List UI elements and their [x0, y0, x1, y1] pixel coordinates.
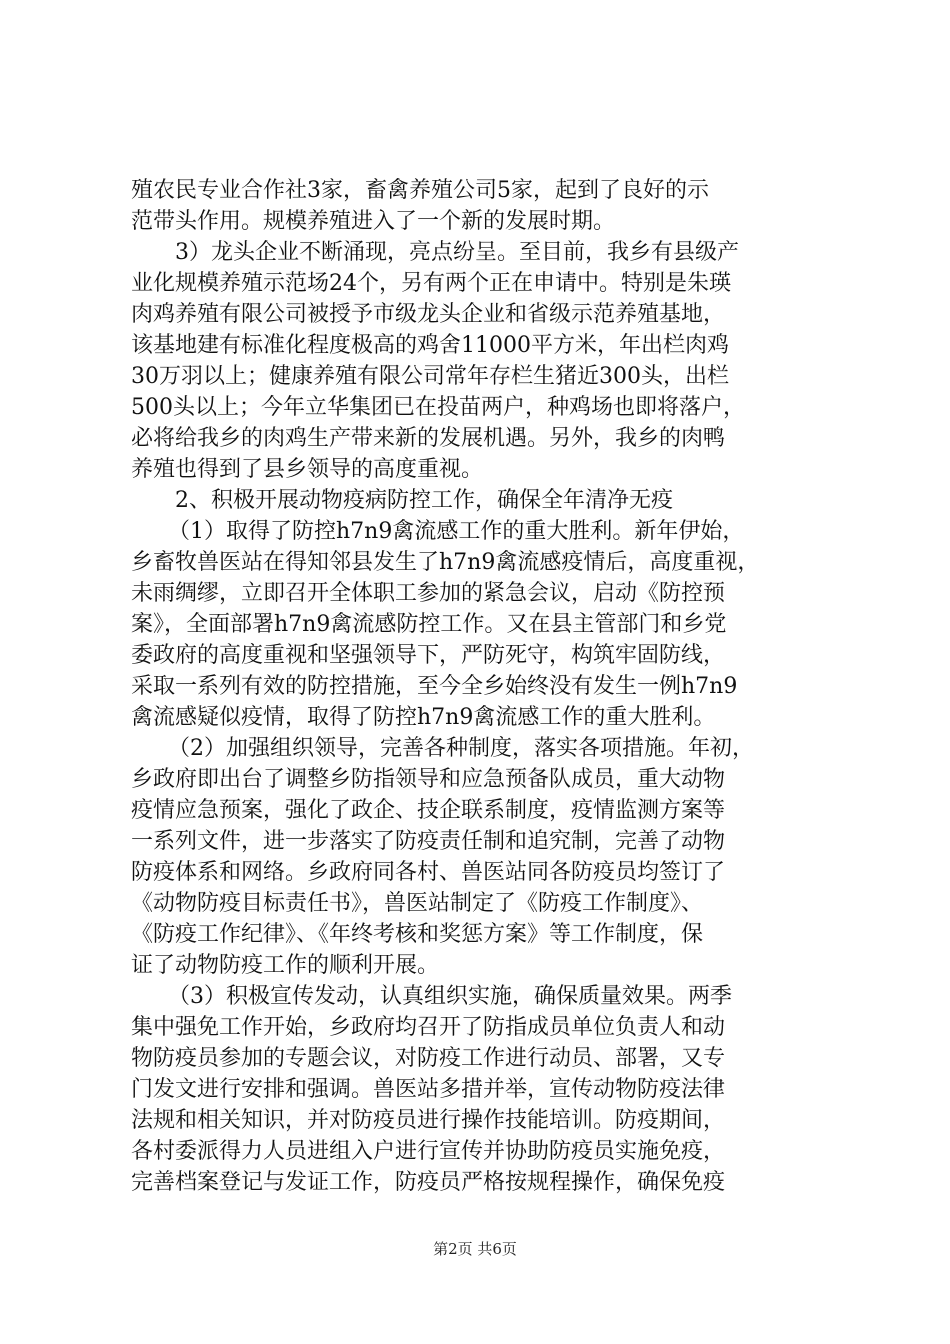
text-line: 殖农民专业合作社3家，畜禽养殖公司5家，起到了良好的示 — [131, 178, 709, 203]
text-line: 500头以上；今年立华集团已在投苗两户，种鸡场也即将落户， — [131, 395, 745, 420]
text-line: 防疫体系和网络。乡政府同各村、兽医站同各防疫员均签订了 — [131, 860, 726, 885]
text-line: （1）取得了防控h7n9禽流感工作的重大胜利。新年伊始， — [168, 519, 745, 544]
text-line: 《动物防疫目标责任书》，兽医站制定了《防疫工作制度》、 — [131, 891, 704, 916]
text-line: 完善档案登记与发证工作，防疫员严格按规程操作，确保免疫 — [131, 1170, 726, 1195]
text-line: 《防疫工作纪律》、《年终考核和奖惩方案》等工作制度，保 — [131, 922, 704, 947]
text-line: 养殖也得到了县乡领导的高度重视。 — [131, 457, 484, 482]
text-line: 集中强免工作开始，乡政府均召开了防指成员单位负责人和动 — [131, 1015, 726, 1040]
text-line: 案》，全面部署h7n9禽流感防控工作。又在县主管部门和乡党 — [131, 612, 727, 637]
text-line: （2）加强组织领导，完善各种制度，落实各项措施。年初， — [168, 736, 754, 761]
text-line: 必将给我乡的肉鸡生产带来新的发展机遇。另外，我乡的肉鸭 — [131, 426, 726, 451]
text-line: 乡畜牧兽医站在得知邻县发生了h7n9禽流感疫情后，高度重视， — [131, 550, 760, 575]
text-line: 乡政府即出台了调整乡防指领导和应急预备队成员，重大动物 — [131, 767, 726, 792]
text-line: 委政府的高度重视和坚强领导下，严防死守，构筑牢固防线， — [131, 643, 726, 668]
section-heading: 2、积极开展动物疫病防控工作，确保全年清净无疫 — [175, 488, 673, 513]
text-line: 肉鸡养殖有限公司被授予市级龙头企业和省级示范养殖基地， — [131, 302, 726, 327]
text-line: 物防疫员参加的专题会议，对防疫工作进行动员、部署，又专 — [131, 1046, 726, 1071]
text-line: 范带头作用。规模养殖进入了一个新的发展时期。 — [131, 209, 616, 234]
text-line: 法规和相关知识，并对防疫员进行操作技能培训。防疫期间， — [131, 1108, 726, 1133]
text-line: 该基地建有标准化程度极高的鸡舍11000平方米，年出栏肉鸡 — [131, 333, 729, 358]
page-number-footer: 第2页 共6页 — [433, 1240, 517, 1258]
text-line: 禽流感疑似疫情，取得了防控h7n9禽流感工作的重大胜利。 — [131, 705, 716, 730]
text-line: 一系列文件，进一步落实了防疫责任制和追究制，完善了动物 — [131, 829, 726, 854]
text-line: 证了动物防疫工作的顺利开展。 — [131, 953, 440, 978]
text-line: 疫情应急预案，强化了政企、技企联系制度，疫情监测方案等 — [131, 798, 726, 823]
text-line: 业化规模养殖示范场24个，另有两个正在申请中。特别是朱瑛 — [131, 271, 731, 296]
text-line: 30万羽以上；健康养殖有限公司常年存栏生猪近300头，出栏 — [131, 364, 729, 389]
text-line: 各村委派得力人员进组入户进行宣传并协助防疫员实施免疫， — [131, 1139, 726, 1164]
text-line: 未雨绸缪，立即召开全体职工参加的紧急会议，启动《防控预 — [131, 581, 726, 606]
text-line: （3）积极宣传发动，认真组织实施，确保质量效果。两季 — [168, 984, 732, 1009]
text-line: 门发文进行安排和强调。兽医站多措并举，宣传动物防疫法律 — [131, 1077, 726, 1102]
text-line: 3）龙头企业不断涌现，亮点纷呈。至目前，我乡有县级产 — [175, 240, 739, 265]
text-line: 采取一系列有效的防控措施，至今全乡始终没有发生一例h7n9 — [131, 674, 738, 699]
